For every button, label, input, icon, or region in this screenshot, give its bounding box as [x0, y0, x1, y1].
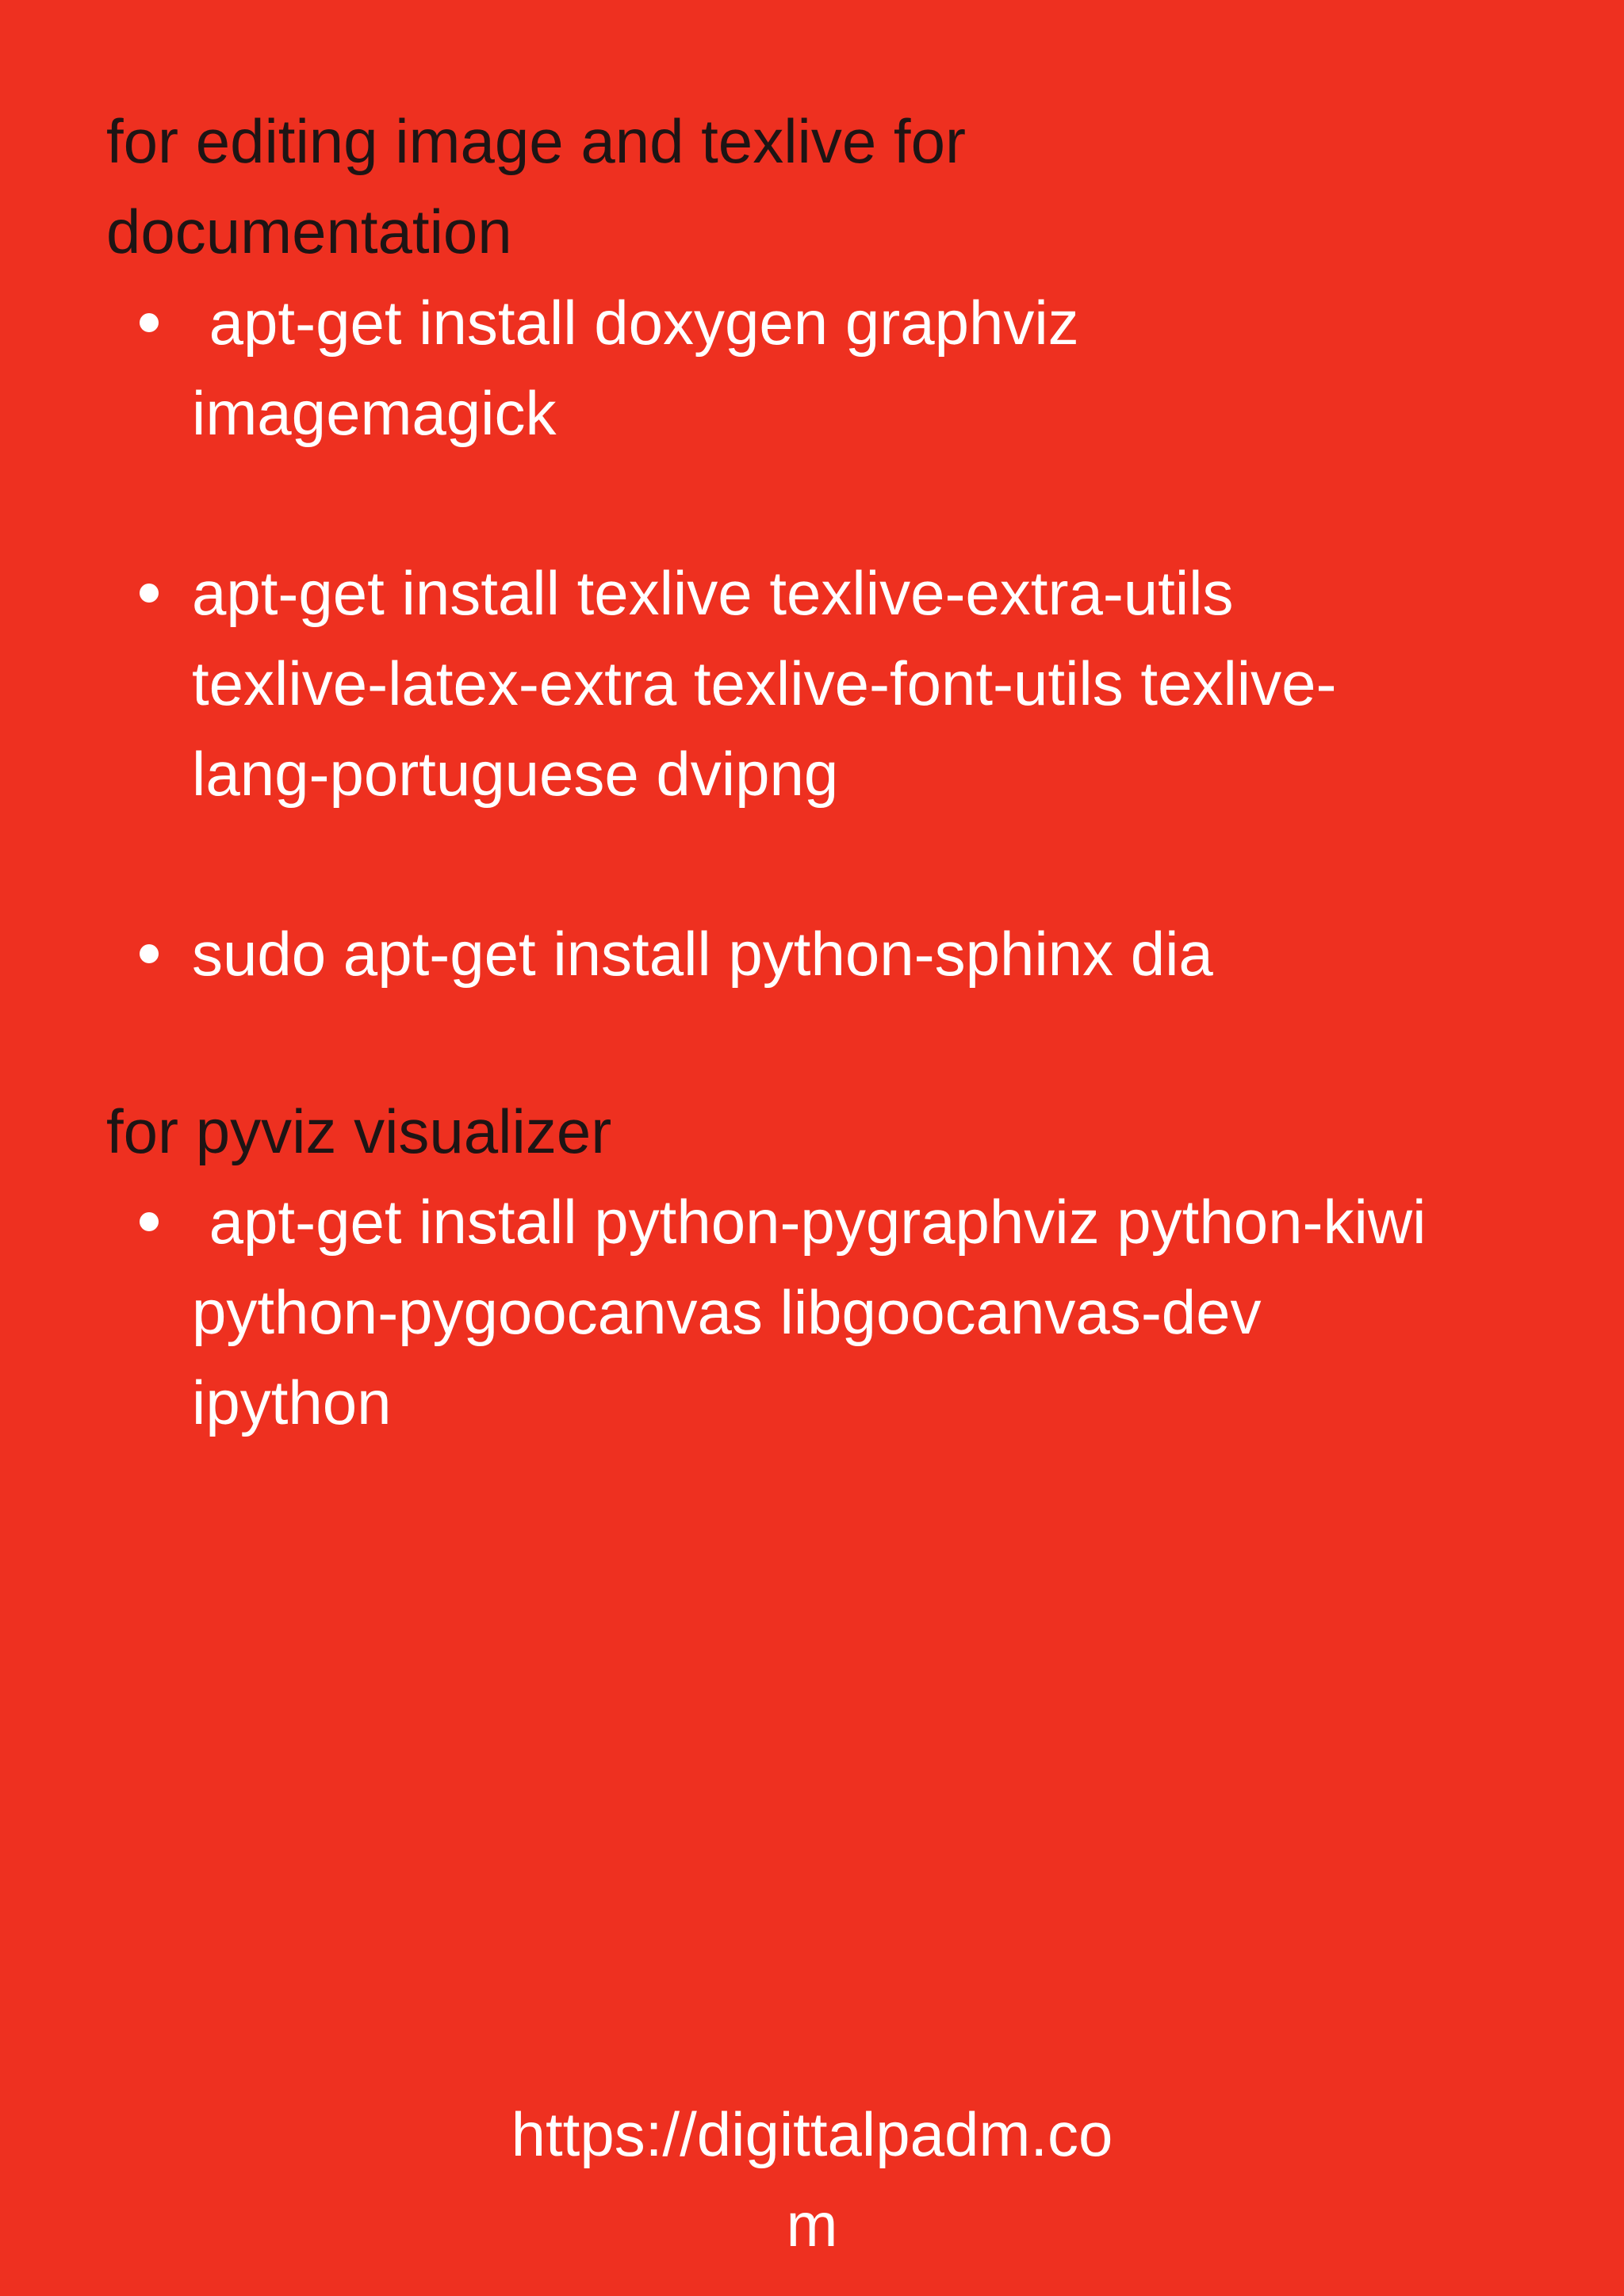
- bullet-icon: [140, 1212, 159, 1231]
- section-heading-documentation: for editing image and texlive for documentation: [106, 106, 966, 266]
- list-item: [0, 277, 1445, 458]
- command-text: apt-get install python-pygraphviz python-kiwi python-pygoocanvas libgoocanvas-dev ipython: [192, 1187, 1444, 1437]
- bullet-icon: [140, 944, 159, 963]
- install-list-pyviz: [0, 1177, 1624, 1448]
- list-item: [0, 1177, 1445, 1448]
- command-text: apt-get install texlive texlive-extra-utils texlive-latex-extra texlive-font-utils texlive-lang-portuguese dvipng: [192, 558, 1337, 809]
- list-item: [0, 909, 1445, 999]
- install-list-documentation: [0, 277, 1624, 999]
- footer-url-line-1: https://digittalpadm.co: [511, 2099, 1113, 2169]
- section-heading-pyviz: for pyviz visualizer: [106, 1096, 612, 1166]
- command-text: sudo apt-get install python-sphinx dia: [192, 919, 1213, 989]
- footer-url: [0, 2089, 1624, 2270]
- list-item: [0, 548, 1445, 819]
- command-text: apt-get install doxygen graphviz imagemagick: [192, 288, 1097, 448]
- bullet-icon: [140, 313, 159, 332]
- footer-url-line-2: m: [786, 2190, 838, 2260]
- bullet-icon: [140, 584, 159, 603]
